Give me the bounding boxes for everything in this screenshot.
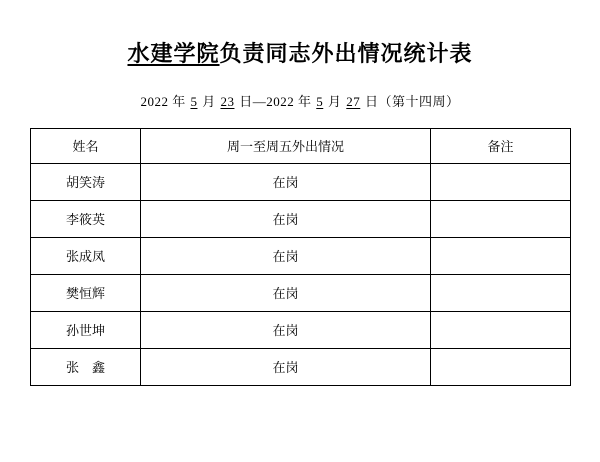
- cell-status: 在岗: [141, 163, 431, 200]
- day-char-1: 日: [239, 93, 253, 109]
- cell-name: 胡笑涛: [31, 163, 141, 200]
- table-row: [31, 237, 571, 274]
- title-subject: 负责同志外出情况统计表: [219, 41, 473, 66]
- title-department: 水建学院: [127, 41, 220, 66]
- end-year: 2022: [266, 93, 295, 109]
- document-page: [0, 40, 600, 462]
- month-char-2: 月: [328, 93, 342, 109]
- cell-status: 在岗: [141, 274, 431, 311]
- table-row: [31, 200, 571, 237]
- page-title: [30, 40, 570, 69]
- day-char-2: 日: [365, 93, 379, 109]
- header-remark: 备注: [431, 128, 571, 163]
- date-range-line: [30, 91, 570, 110]
- table-row: [31, 311, 571, 348]
- week-note: （第十四周）: [378, 93, 460, 109]
- year-char-1: 年: [172, 93, 186, 109]
- cell-remark: [431, 163, 571, 200]
- month-char-1: 月: [202, 93, 216, 109]
- end-day: 27: [346, 93, 361, 109]
- end-month: 5: [316, 93, 324, 109]
- start-month: 5: [190, 93, 198, 109]
- cell-status: 在岗: [141, 311, 431, 348]
- table-row: [31, 163, 571, 200]
- cell-name: 孙世坤: [31, 311, 141, 348]
- cell-remark: [431, 274, 571, 311]
- table-row: [31, 348, 571, 385]
- table-row: [31, 274, 571, 311]
- cell-name: 张 鑫: [31, 348, 141, 385]
- date-dash: —: [252, 93, 267, 109]
- start-day: 23: [220, 93, 235, 109]
- cell-status: 在岗: [141, 237, 431, 274]
- cell-remark: [431, 237, 571, 274]
- table-header-row: [31, 128, 571, 163]
- cell-status: 在岗: [141, 200, 431, 237]
- attendance-table: [30, 128, 571, 386]
- start-year: 2022: [140, 93, 169, 109]
- cell-remark: [431, 311, 571, 348]
- cell-remark: [431, 348, 571, 385]
- header-status: 周一至周五外出情况: [141, 128, 431, 163]
- year-char-2: 年: [297, 93, 312, 109]
- cell-name: 李筱英: [31, 200, 141, 237]
- cell-status: 在岗: [141, 348, 431, 385]
- header-name: 姓名: [31, 128, 141, 163]
- cell-name: 樊恒辉: [31, 274, 141, 311]
- cell-remark: [431, 200, 571, 237]
- cell-name: 张成凤: [31, 237, 141, 274]
